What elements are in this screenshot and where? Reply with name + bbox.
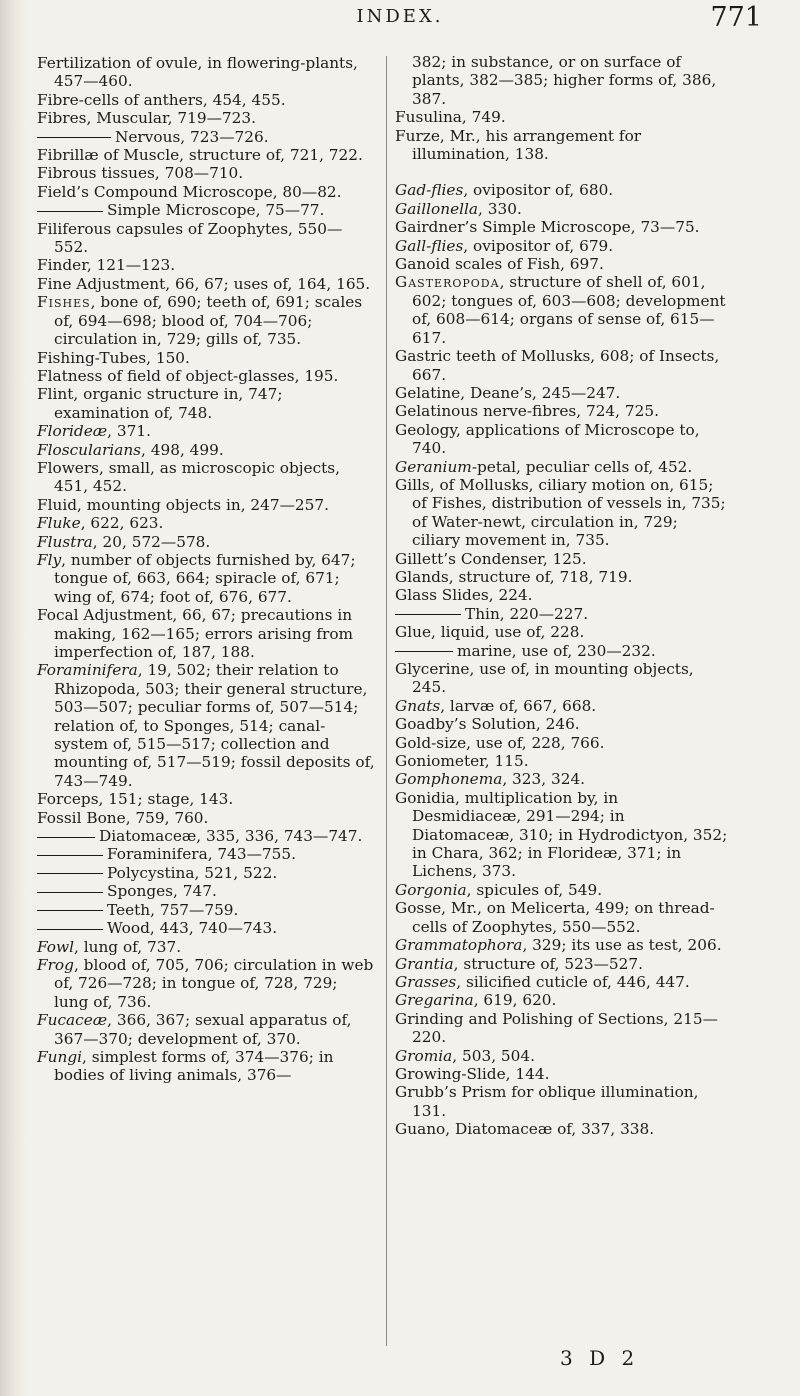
entry-heading-term: Fly <box>37 550 62 569</box>
index-column-left <box>37 54 375 1085</box>
index-entry: Fishing-Tubes, 150. <box>37 348 190 367</box>
entry-heading-term: Frog <box>37 955 74 974</box>
entry-heading-term: Gall-flies <box>395 236 464 255</box>
index-entry: Gonidia, multiplication by, in Desmidiaceæ, 291—294; in Diatomaceæ, 310; in Hydrodictyon, 352; in Chara, 362; in Florideæ, 371; in Lichens, 373. <box>395 788 728 881</box>
index-entry: Fibres, Muscular, 719—723. <box>37 109 256 128</box>
ditto-dash <box>37 892 103 893</box>
index-entry: Fossil Bone, 759, 760. <box>37 808 209 827</box>
index-entry: Goadby’s Solution, 246. <box>395 715 580 734</box>
entry-heading-term: Florideæ <box>37 422 108 441</box>
entry-heading-term: Gnats <box>395 696 441 715</box>
index-entry: Flint, organic structure in, 747; examination of, 748. <box>37 385 283 422</box>
entry-heading-term: Floscularians <box>37 440 142 459</box>
index-entry: Grinding and Polishing of Sections, 215—220. <box>395 1009 718 1047</box>
index-column-right <box>395 53 730 1139</box>
index-entry: Ganoid scales of Fish, 697. <box>395 255 604 274</box>
index-entry: Gregarina, 619, 620. <box>395 991 557 1010</box>
index-entry: Fusulina, 749. <box>395 108 506 127</box>
index-entry: marine, use of, 230—232. <box>395 642 730 660</box>
index-entry: Forceps, 151; stage, 143. <box>37 790 234 809</box>
index-entry: Flustra, 20, 572—578. <box>37 532 211 551</box>
ditto-dash <box>37 855 103 856</box>
index-entry: Gomphonema, 323, 324. <box>395 770 586 789</box>
letter-section-gap <box>395 163 730 181</box>
index-entry: Fucaceæ, 366, 367; sexual apparatus of, 367—370; development of, 370. <box>37 1011 352 1048</box>
index-entry: Glycerine, use of, in mounting objects, 245. <box>395 660 694 697</box>
page-gutter-shadow <box>0 0 26 1396</box>
page-number: 771 <box>710 2 762 33</box>
index-entry: Floscularians, 498, 499. <box>37 440 224 459</box>
index-entry: Growing-Slide, 144. <box>395 1064 550 1083</box>
entry-heading-term: Grammatophora <box>395 936 523 955</box>
running-header-title: INDEX. <box>356 6 444 27</box>
index-entry: Furze, Mr., his arrangement for illumination, 138. <box>395 126 642 164</box>
index-entry: Fibrillæ of Muscle, structure of, 721, 722. <box>37 146 363 165</box>
index-entry: 382; in substance, or on surface of plants, 382—385; higher forms of, 386, 387. <box>412 53 717 108</box>
index-entry: Filiferous capsules of Zoophytes, 550—552. <box>37 219 343 257</box>
index-entry: Florideæ, 371. <box>37 422 151 441</box>
index-entry: Gelatine, Deane’s, 245—247. <box>395 383 621 402</box>
index-entry: Focal Adjustment, 66, 67; precautions in making, 162—165; errors arising from imperfection of, 187, 188. <box>37 606 354 661</box>
index-entry: Gaillonella, 330. <box>395 199 522 218</box>
index-entry: Gills, of Mollusks, ciliary motion on, 615; of Fishes, distribution of vessels in, 735; of Water-newt, circulation in, 729; ciliary movement in, 735. <box>395 475 726 550</box>
index-entry: Frog, blood of, 705, 706; circulation in web of, 726—728; in tongue of, 728, 729; lung of, 736. <box>37 955 374 1011</box>
ditto-dash <box>37 211 103 212</box>
index-entry: Fine Adjustment, 66, 67; uses of, 164, 165. <box>37 274 371 293</box>
index-entry: Gelatinous nerve-fibres, 724, 725. <box>395 402 659 421</box>
entry-heading-term: Gaillonella <box>395 199 479 218</box>
ditto-dash <box>37 137 111 138</box>
column-divider <box>386 56 387 1346</box>
entry-heading-term: Flustra <box>37 532 93 551</box>
index-entry: Grubb’s Prism for oblique illumination, 131. <box>395 1083 699 1120</box>
index-entry: Glue, liquid, use of, 228. <box>395 623 585 642</box>
entry-heading-term: Fowl <box>37 937 74 956</box>
index-entry: Grammatophora, 329; its use as test, 206. <box>395 936 722 955</box>
index-entry: Nervous, 723—726. <box>37 128 375 146</box>
index-entry: Wood, 443, 740—743. <box>37 919 375 937</box>
index-entry: Field’s Compound Microscope, 80—82. <box>37 182 342 201</box>
index-entry: Finder, 121—123. <box>37 256 176 275</box>
entry-heading-term: Gorgonia <box>395 880 467 899</box>
index-entry: Fowl, lung of, 737. <box>37 937 182 956</box>
index-entry: Gillett’s Condenser, 125. <box>395 549 587 568</box>
ditto-dash <box>37 873 103 874</box>
ditto-dash <box>37 837 95 838</box>
entry-heading-term: Foraminifera <box>37 661 138 680</box>
index-entry: Polycystina, 521, 522. <box>37 864 375 882</box>
index-entry: Thin, 220—227. <box>395 605 730 623</box>
index-entry: Flowers, small, as microscopic objects, 451, 452. <box>37 458 341 496</box>
index-entry: Fungi, simplest forms of, 374—376; in bodies of living animals, 376— <box>37 1047 334 1085</box>
entry-heading-term: Grasses <box>395 972 457 991</box>
entry-heading-term: Geranium <box>395 457 472 476</box>
index-entry: Geology, applications of Microscope to, 740. <box>395 420 700 458</box>
index-entry: Fluke, 622, 623. <box>37 514 164 533</box>
index-entry: Fluid, mounting objects in, 247—257. <box>37 495 329 514</box>
index-entry: Diatomaceæ, 335, 336, 743—747. <box>37 827 375 845</box>
index-entry: Gastric teeth of Mollusks, 608; of Insects, 667. <box>395 347 720 384</box>
ditto-dash <box>37 910 103 911</box>
index-entry: Gall-flies, ovipositor of, 679. <box>395 236 614 255</box>
printer-signature: 3 D 2 <box>560 1346 640 1370</box>
entry-heading-term: Gasteropoda <box>395 273 500 292</box>
entry-heading-term: Gomphonema <box>395 770 503 789</box>
entry-heading-term: Grantia <box>395 954 454 973</box>
index-entry: Guano, Diatomaceæ of, 337, 338. <box>395 1120 655 1139</box>
index-entry: Foraminifera, 743—755. <box>37 845 375 863</box>
index-entry: Gairdner’s Simple Microscope, 73—75. <box>395 218 700 237</box>
index-entry: Goniometer, 115. <box>395 752 529 771</box>
index-entry: Glass Slides, 224. <box>395 586 533 605</box>
index-entry: Gold-size, use of, 228, 766. <box>395 733 605 752</box>
index-entry: Gromia, 503, 504. <box>395 1046 535 1065</box>
entry-heading-term: Gad-flies <box>395 181 464 200</box>
index-entry: Flatness of field of object-glasses, 195. <box>37 366 339 385</box>
entry-heading-term: Gregarina <box>395 991 474 1010</box>
entry-heading-term: Gromia <box>395 1046 453 1065</box>
entry-heading-term: Fucaceæ <box>37 1011 108 1030</box>
index-entry: Fibrous tissues, 708—710. <box>37 164 244 183</box>
entry-heading-term: Fishes <box>37 293 91 312</box>
ditto-dash <box>395 614 461 615</box>
ditto-dash <box>37 929 103 930</box>
index-entry: Teeth, 757—759. <box>37 901 375 919</box>
index-entry: Glands, structure of, 718, 719. <box>395 567 633 586</box>
index-entry: Fertilization of ovule, in flowering-plants, 457—460. <box>37 54 358 91</box>
index-entry: Grantia, structure of, 523—527. <box>395 954 643 973</box>
index-entry: Sponges, 747. <box>37 882 375 900</box>
index-entry: Fibre-cells of anthers, 454, 455. <box>37 90 286 109</box>
index-entry: Simple Microscope, 75—77. <box>37 201 375 219</box>
index-entry: Gasteropoda, structure of shell of, 601, 602; tongues of, 603—608; development of, 608—614; organs of sense of, 615—617. <box>395 273 726 347</box>
entry-heading-term: Fluke <box>37 514 81 533</box>
index-entry: Foraminifera, 19, 502; their relation to Rhizopoda, 503; their general structure, 503—507; peculiar forms of, 507—514; relation of, to Sponges, 514; canal-system of, 515—517; collection and mounting of, 517—519; fossil deposits of, 743—749. <box>37 661 375 790</box>
index-entry: Fly, number of objects furnished by, 647; tongue of, 663, 664; spiracle of, 671; wing of, 674; foot of, 676, 677. <box>37 550 356 606</box>
index-entry: Geranium-petal, peculiar cells of, 452. <box>395 457 693 476</box>
entry-heading-term: Fungi <box>37 1047 83 1066</box>
index-entry: Gosse, Mr., on Melicerta, 499; on thread-cells of Zoophytes, 550—552. <box>395 899 715 936</box>
index-entry: Gnats, larvæ of, 667, 668. <box>395 696 597 715</box>
index-entry: Gad-flies, ovipositor of, 680. <box>395 181 614 200</box>
index-entry: Grasses, silicified cuticle of, 446, 447. <box>395 972 690 991</box>
ditto-dash <box>395 651 453 652</box>
index-entry: Gorgonia, spicules of, 549. <box>395 880 603 899</box>
index-entry: Fishes, bone of, 690; teeth of, 691; scales of, 694—698; blood of, 704—706; circulation in, 729; gills of, 735. <box>37 293 363 349</box>
